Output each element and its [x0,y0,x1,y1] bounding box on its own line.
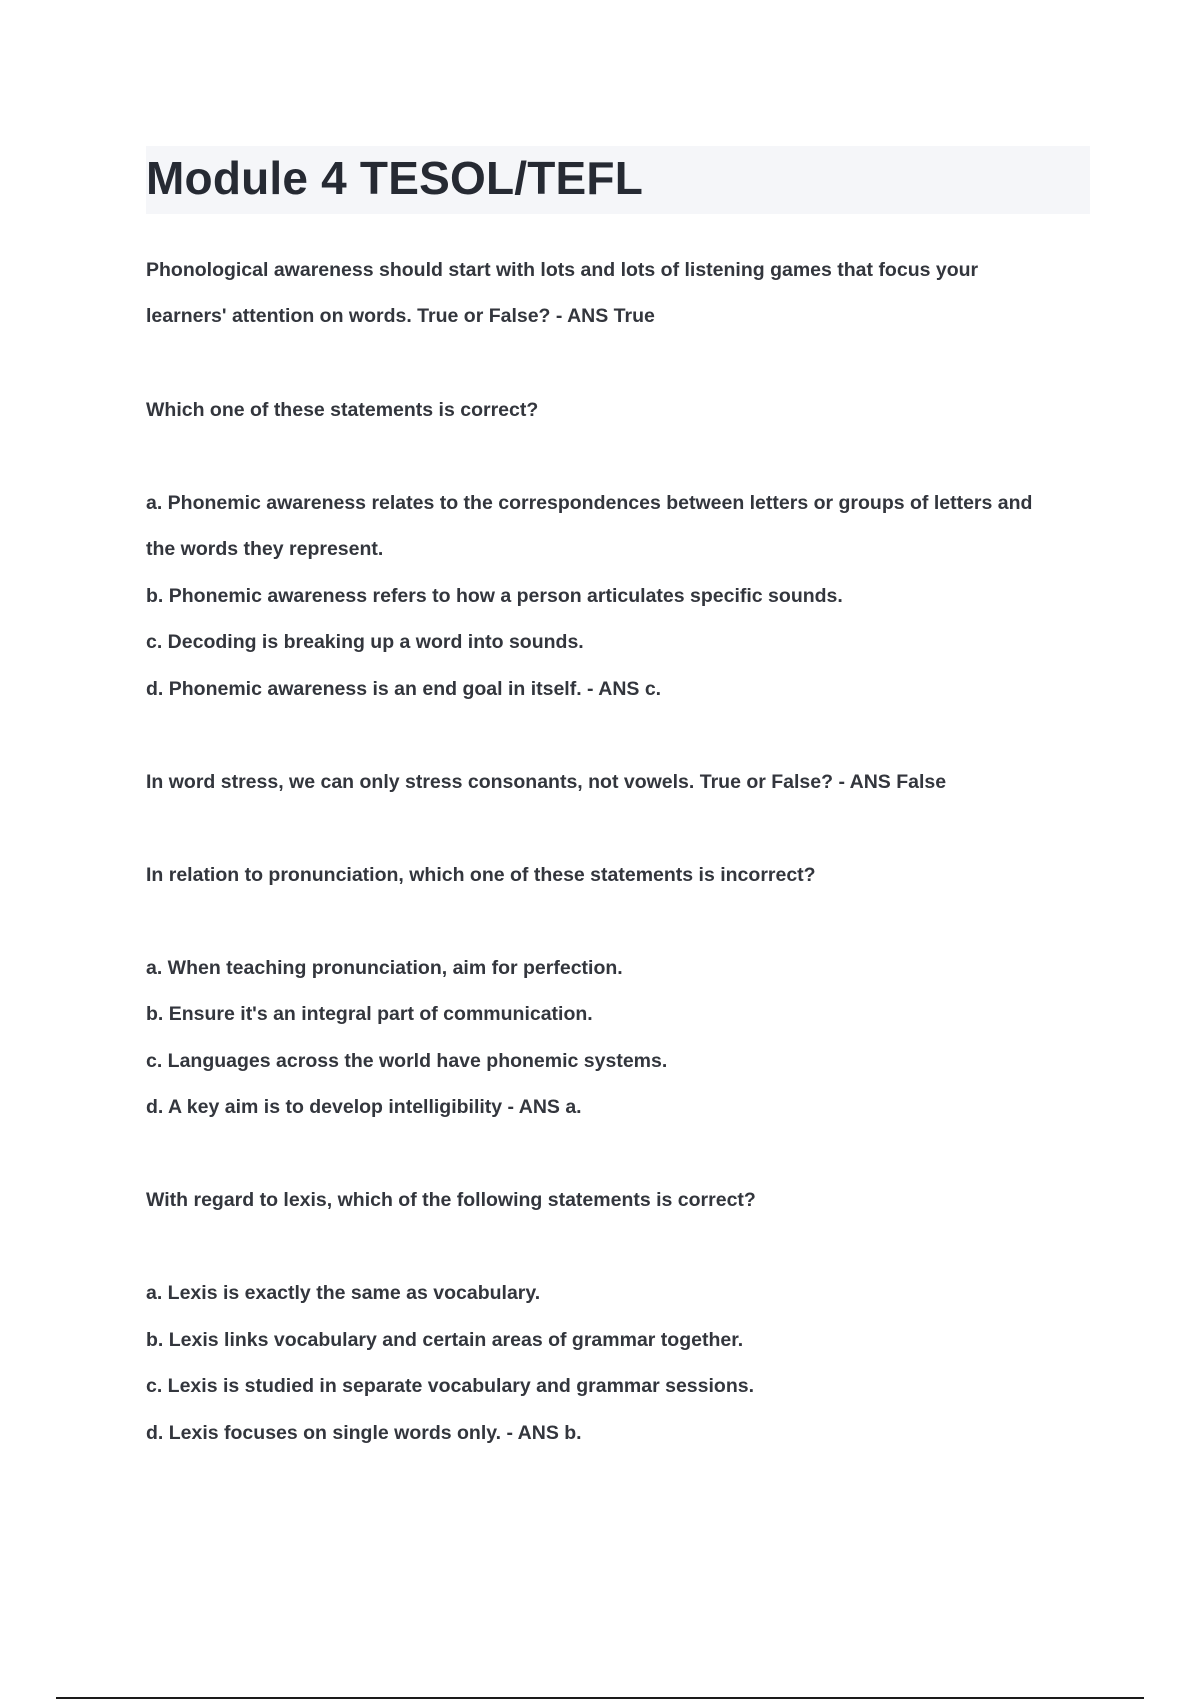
q4-option-a: a. When teaching pronunciation, aim for perfection. [146,957,623,979]
q4-option-b: b. Ensure it's an integral part of communication. [146,1003,593,1025]
q2-question: Which one of these statements is correct? [146,399,539,421]
q4-option-d: d. A key aim is to develop intelligibility - ANS a. [146,1096,582,1118]
footer-rule [56,1697,1144,1699]
q2-option-b: b. Phonemic awareness refers to how a person articulates specific sounds. [146,585,843,607]
q2-option-d: d. Phonemic awareness is an end goal in itself. - ANS c. [146,678,662,700]
q5-option-c: c. Lexis is studied in separate vocabulary and grammar sessions. [146,1375,755,1397]
page-title: Module 4 TESOL/TEFL [146,152,644,204]
q5-question: With regard to lexis, which of the following statements is correct? [146,1189,756,1211]
q1-text-line-1: Phonological awareness should start with lots and lots of listening games that focus your [146,259,979,281]
q5-option-a: a. Lexis is exactly the same as vocabulary. [146,1282,541,1304]
q1-text-line-2: learners' attention on words. True or False? - ANS True [146,305,655,327]
q4-option-c: c. Languages across the world have phonemic systems. [146,1050,668,1072]
q2-option-a-line-2: the words they represent. [146,538,384,560]
q3-text: In word stress, we can only stress consonants, not vowels. True or False? - ANS False [146,771,947,793]
q2-option-a-line-1: a. Phonemic awareness relates to the correspondences between letters or groups of letters and [146,492,1033,514]
q2-option-c: c. Decoding is breaking up a word into sounds. [146,631,584,653]
q5-option-b: b. Lexis links vocabulary and certain areas of grammar together. [146,1329,744,1351]
q4-question: In relation to pronunciation, which one of these statements is incorrect? [146,864,816,886]
q5-option-d: d. Lexis focuses on single words only. - ANS b. [146,1422,582,1444]
